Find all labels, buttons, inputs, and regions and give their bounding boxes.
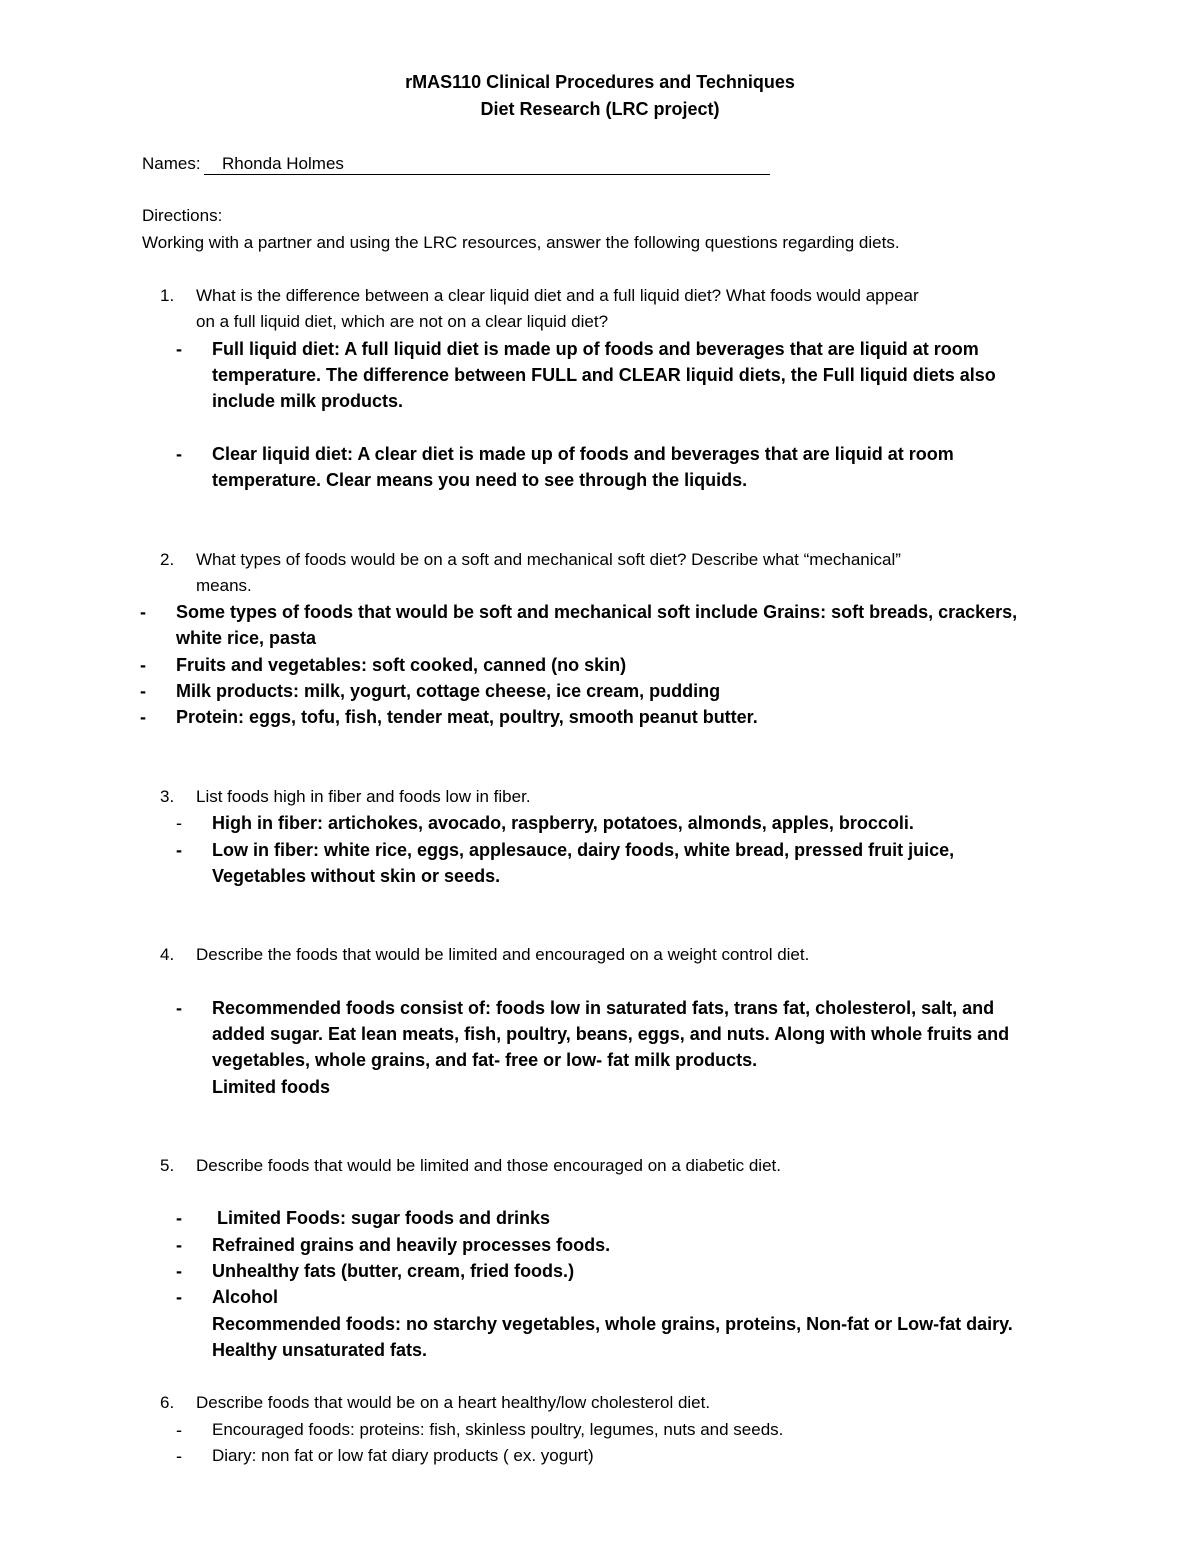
question-text: Describe foods that would be limited and those encouraged on a diabetic diet. — [196, 1156, 781, 1175]
question-number: 1. — [160, 286, 175, 305]
answer-line: temperature. The difference between FULL and CLEAR liquid diets, the Full liquid diets also — [212, 365, 996, 385]
directions-text: Working with a partner and using the LRC resources, answer the following questions regarding diets. — [142, 233, 900, 252]
names-value: Rhonda Holmes — [222, 154, 344, 173]
answer-line: vegetables, whole grains, and fat- free or low- fat milk products. — [212, 1050, 758, 1070]
answer-line: Protein: eggs, tofu, fish, tender meat, poultry, smooth peanut butter. — [176, 707, 758, 727]
answer-line: Encouraged foods: proteins: fish, skinless poultry, legumes, nuts and seeds. — [212, 1420, 784, 1439]
answer-line: Vegetables without skin or seeds. — [212, 866, 501, 886]
question-number: 3. — [160, 787, 175, 806]
answer-line: Healthy unsaturated fats. — [212, 1340, 428, 1360]
answer-line: Fruits and vegetables: soft cooked, canned (no skin) — [176, 655, 627, 675]
question-text: List foods high in fiber and foods low in fiber. — [196, 787, 531, 806]
bullet-dash: - — [140, 681, 146, 701]
bullet-dash: - — [176, 840, 182, 860]
answer-line: Refrained grains and heavily processes foods. — [212, 1235, 611, 1255]
answer-line: Milk products: milk, yogurt, cottage cheese, ice cream, pudding — [176, 681, 721, 701]
bullet-dash: - — [176, 813, 182, 833]
bullet-dash: - — [176, 444, 182, 464]
question-text: What is the difference between a clear liquid diet and a full liquid diet? What foods would appear — [196, 286, 919, 305]
document-subtitle: Diet Research (LRC project) — [480, 99, 720, 119]
bullet-dash: - — [176, 1235, 182, 1255]
names-label: Names: — [142, 154, 201, 173]
course-title: rMAS110 Clinical Procedures and Techniques — [405, 72, 795, 92]
bullet-dash: - — [176, 1208, 182, 1228]
answer-line: Limited Foods: sugar foods and drinks — [212, 1208, 551, 1228]
answer-line: High in fiber: artichokes, avocado, raspberry, potatoes, almonds, apples, broccoli. — [212, 813, 914, 833]
question-number: 4. — [160, 945, 175, 964]
answer-line: white rice, pasta — [176, 628, 317, 648]
answer-line: Alcohol — [212, 1287, 278, 1307]
question-number: 6. — [160, 1393, 175, 1412]
bullet-dash: - — [140, 602, 146, 622]
answer-line: Low in fiber: white rice, eggs, applesauce, dairy foods, white bread, pressed fruit juice, — [212, 840, 955, 860]
answer-line: Diary: non fat or low fat diary products ( ex. yogurt) — [212, 1446, 594, 1465]
bullet-dash: - — [176, 1261, 182, 1281]
answer-line: Recommended foods: no starchy vegetables, whole grains, proteins, Non-fat or Low-fat dairy. — [212, 1314, 1013, 1334]
answer-line: include milk products. — [212, 391, 404, 411]
bullet-dash: - — [176, 1446, 182, 1466]
question-text: What types of foods would be on a soft and mechanical soft diet? Describe what “mechanical” — [196, 550, 901, 569]
bullet-dash: - — [140, 707, 146, 727]
question-text: on a full liquid diet, which are not on a clear liquid diet? — [196, 312, 609, 331]
bullet-dash: - — [176, 1287, 182, 1307]
question-text: Describe foods that would be on a heart healthy/low cholesterol diet. — [196, 1393, 711, 1412]
bullet-dash: - — [176, 339, 182, 359]
directions-label: Directions: — [142, 206, 223, 225]
answer-line: Clear liquid diet: A clear diet is made up of foods and beverages that are liquid at room — [212, 444, 954, 464]
question-text: Describe the foods that would be limited and encouraged on a weight control diet. — [196, 945, 810, 964]
answer-line: Limited foods — [212, 1077, 330, 1097]
bullet-dash: - — [176, 998, 182, 1018]
bullet-dash: - — [140, 655, 146, 675]
question-number: 2. — [160, 550, 175, 569]
answer-line: temperature. Clear means you need to see through the liquids. — [212, 470, 748, 490]
answer-line: added sugar. Eat lean meats, fish, poultry, beans, eggs, and nuts. Along with whole fruits and — [212, 1024, 1010, 1044]
question-text: means. — [196, 576, 252, 595]
answer-line: Unhealthy fats (butter, cream, fried foods.) — [212, 1261, 575, 1281]
answer-line: Recommended foods consist of: foods low in saturated fats, trans fat, cholesterol, salt, and — [212, 998, 995, 1018]
question-number: 5. — [160, 1156, 175, 1175]
answer-line: Some types of foods that would be soft and mechanical soft include Grains: soft breads, crackers, — [176, 602, 1018, 622]
bullet-dash: - — [176, 1420, 182, 1440]
answer-line: Full liquid diet: A full liquid diet is made up of foods and beverages that are liquid at room — [212, 339, 979, 359]
